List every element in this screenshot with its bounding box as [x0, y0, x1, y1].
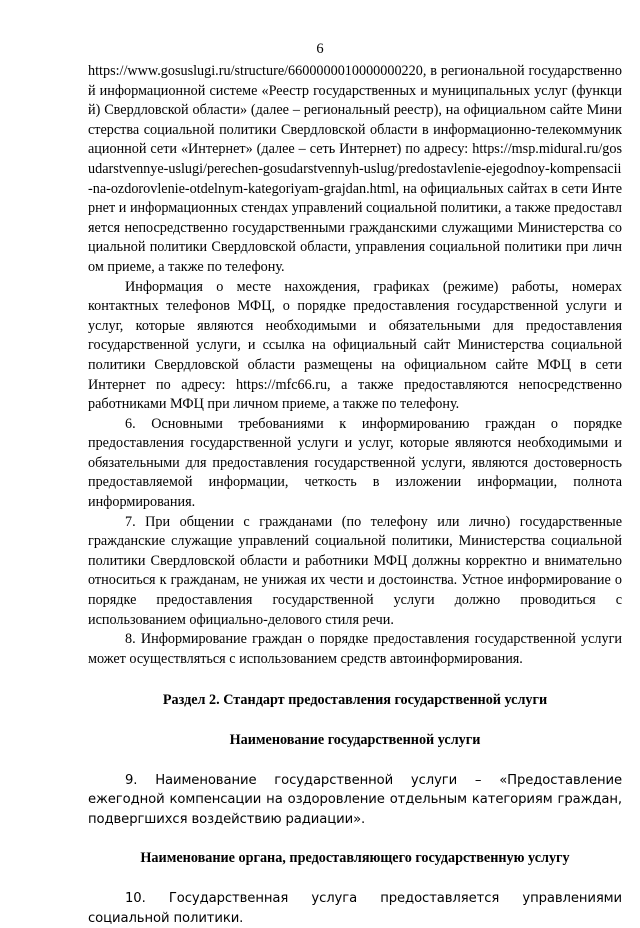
- section-2-heading: Раздел 2. Стандарт предоставления государственной услуги: [162, 692, 548, 709]
- paragraph-8: 8. Информирование граждан о порядке предоставления государственной услуги может осуществляться с использованием средств автоинформирования.: [88, 631, 622, 667]
- authority-name-heading: Наименование органа, предоставляющего государственную услугу: [140, 850, 570, 867]
- page-number: 6: [316, 41, 324, 57]
- document-body: [88, 62, 622, 928]
- paragraph-9: 9. Наименование государственной услуги – «Предоставление ежегодной компенсации на оздоровление отдельным категориям граждан, подвергшихся воздействию радиации».: [88, 772, 622, 827]
- paragraph-continued-info: https://www.gosuslugi.ru/structure/6600000010000000220, в региональной государственной информационной системе «Реестр государственных и муниципальных услуг (функций) Свердловской области» (далее – региональный реестр), на официальном сайте Министерства социальной политики Свердловской области в информационно-телекоммуникационной сети «Интернет» (далее – сеть Интернет) по адресу: https://msp.midural.ru/gosudarstvennye-uslugi/perechen-gosudarstvennyh-uslug/predostavlenie-ejegodnoy-kompensacii-na-ozdorovlenie-otdelnym-kategoriyam-grajdan.html, на официальных сайтах в сети Интернет и информационных стендах управлений социальной политики, а также предоставляется непосредственно государственными гражданскими служащими Министерства социальной политики Свердловской области, управления социальной политики при личном приеме, а также по телефону.: [88, 63, 622, 275]
- service-name-heading: Наименование государственной услуги: [229, 732, 481, 748]
- paragraph-mfc-info: Информация о месте нахождения, графиках (режиме) работы, номерах контактных телефонов МФЦ, о порядке предоставления государственной услуги и услуг, которые являются необходимыми и обязательными для предоставления государственной услуги, и ссылка на официальный сайт Министерства социальной политики Свердловской области размещены на официальном сайте МФЦ в сети Интернет по адресу: https://mfc66.ru, а также предоставляются непосредственно работниками МФЦ при личном приеме, а также по телефону.: [88, 278, 622, 413]
- paragraph-7: 7. При общении с гражданами (по телефону или лично) государственные гражданские служащие управлений социальной политики, Министерства социальной политики Свердловской области и работники МФЦ должны корректно и внимательно относиться к гражданам, не унижая их чести и достоинства. Устное информирование о порядке предоставления государственной услуги должно проводиться с использованием официально-делового стиля речи.: [88, 513, 622, 628]
- paragraph-6: 6. Основными требованиями к информированию граждан о порядке предоставления государственной услуги и услуг, которые являются необходимыми и обязательными для предоставления государственной услуги, являются достоверность предоставляемой информации, четкость в изложении информации, полнота информирования.: [88, 415, 622, 511]
- paragraph-10: 10. Государственная услуга предоставляется управлениями социальной политики.: [88, 890, 622, 926]
